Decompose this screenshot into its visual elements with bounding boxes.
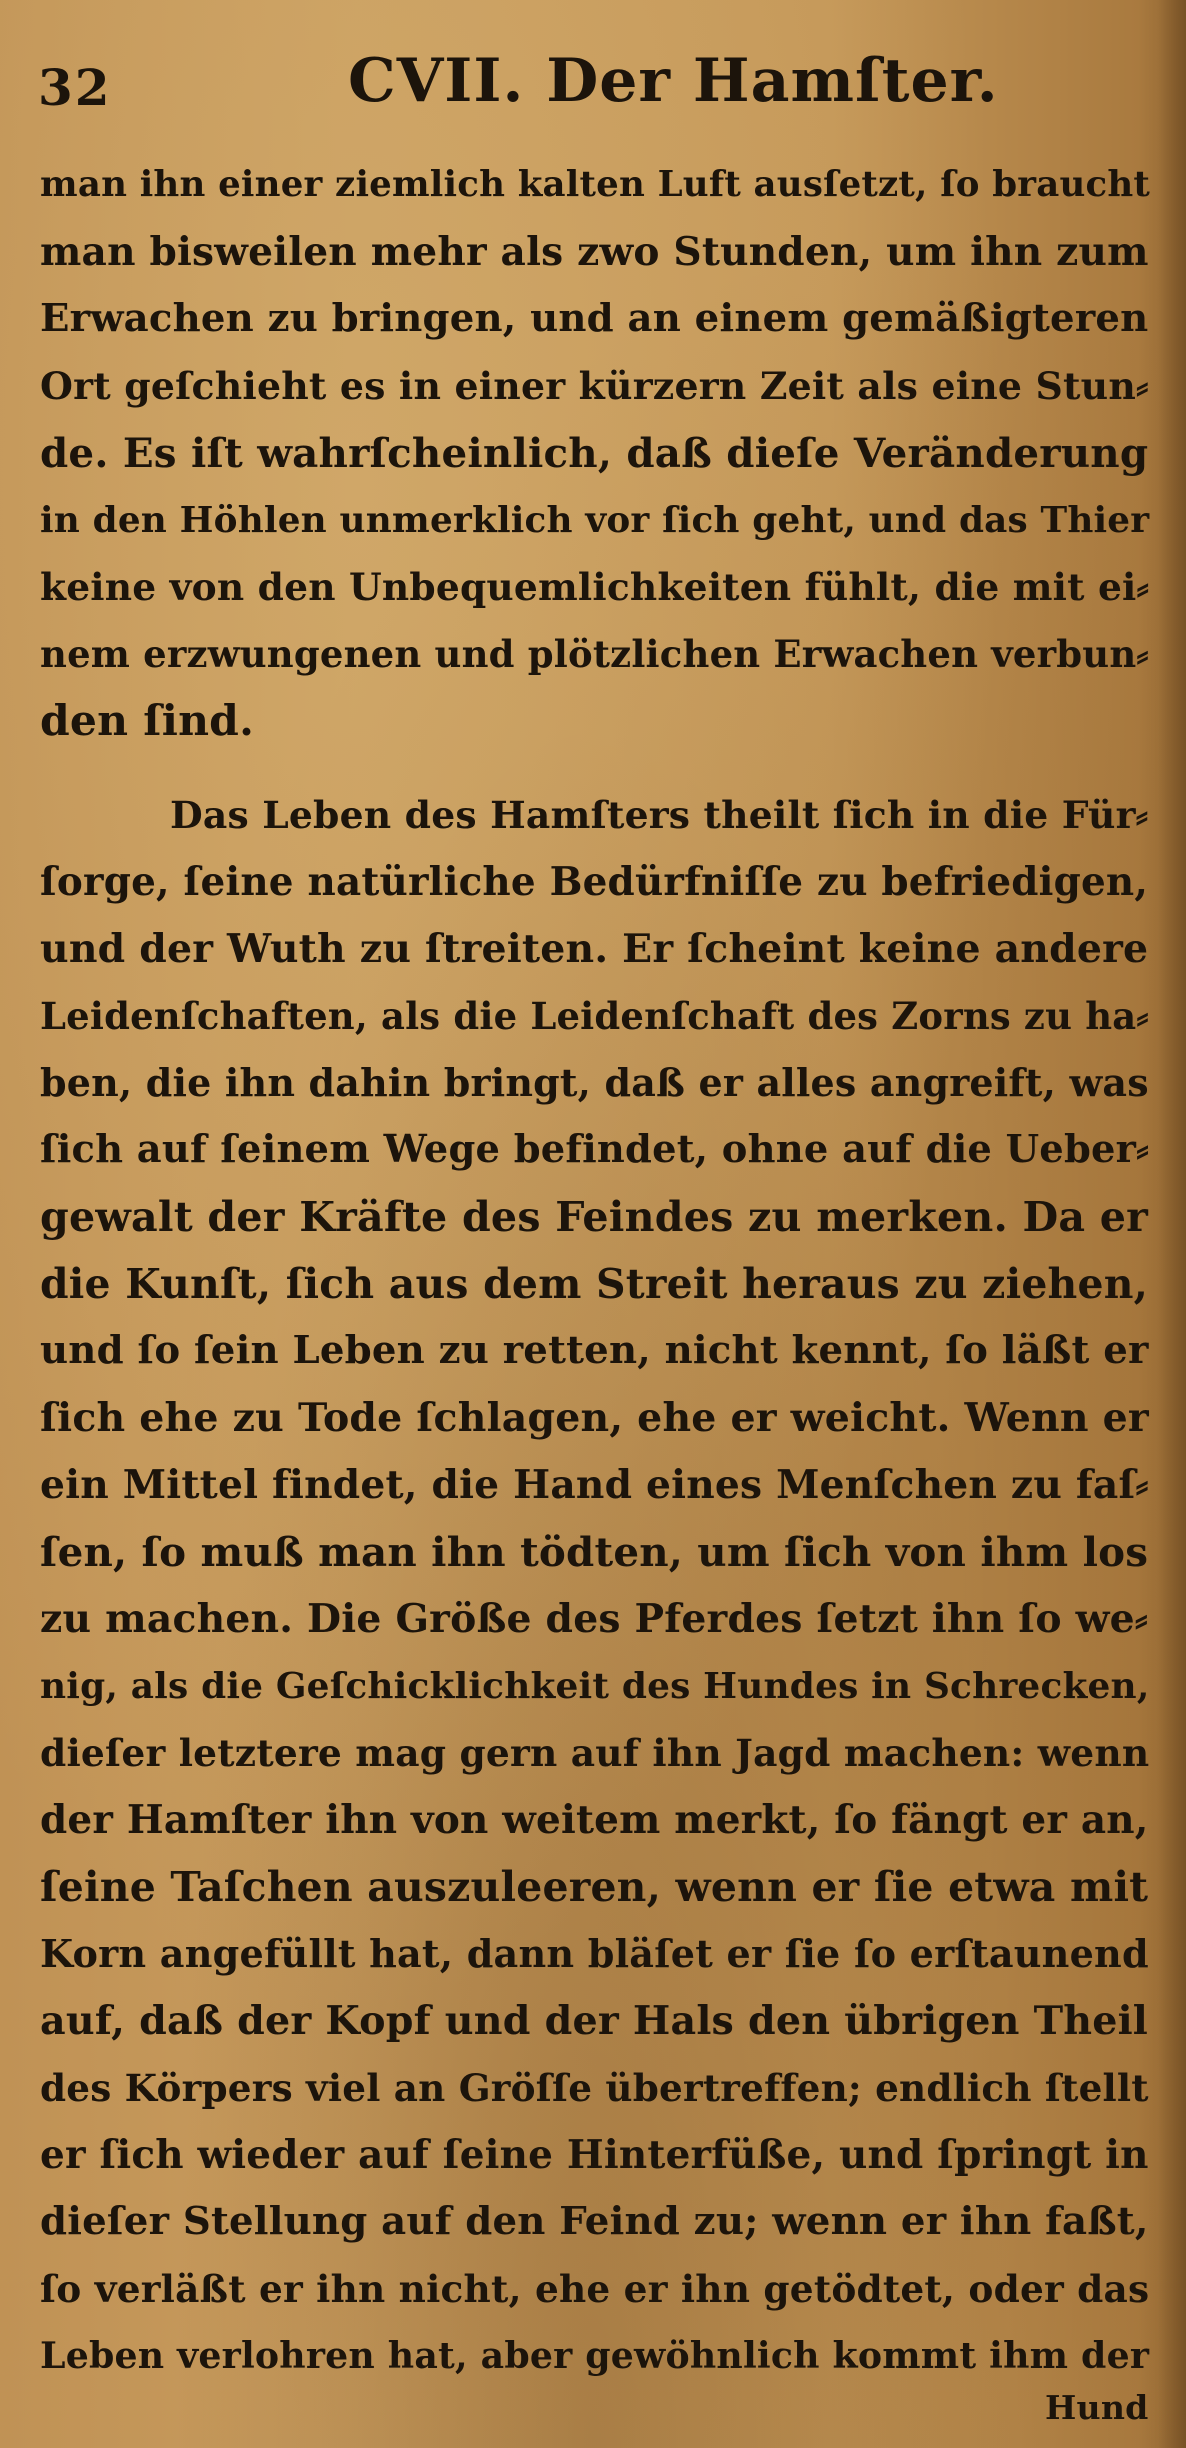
catchword: Hund xyxy=(1045,2388,1149,2427)
text-line: ein Mittel findet, die Hand eines Menſchen zu faſ⸗ xyxy=(40,1462,1149,1508)
text-line: und der Wuth zu ſtreiten. Er ſcheint keine andere xyxy=(40,926,1149,972)
text-line: ſorge, ſeine natürliche Bedürfniſſe zu befriedigen, xyxy=(40,859,1149,905)
text-line: ſeine Taſchen auszuleeren, wenn er ſie etwa mit xyxy=(40,1863,1149,1911)
text-line: die Kunſt, ſich aus dem Streit heraus zu ziehen, xyxy=(40,1260,1149,1308)
text-line: des Körpers viel an Gröſſe übertreffen; endlich ſtellt xyxy=(40,2066,1149,2110)
text-line: de. Es iſt wahrſcheinlich, daß dieſe Veränderung xyxy=(40,429,1149,477)
text-line: Leidenſchaften, als die Leidenſchaft des Zorns zu ha⸗ xyxy=(40,994,1149,1038)
paragraph-first-line: Das Leben des Hamſters theilt ſich in die Für⸗ xyxy=(170,793,1149,837)
text-line: der Hamſter ihn von weitem merkt, ſo fängt er an, xyxy=(40,1797,1149,1843)
text-line: man bisweilen mehr als zwo Stunden, um ihn zum xyxy=(40,229,1149,275)
text-line: zu machen. Die Größe des Pferdes ſetzt ihn ſo we⸗ xyxy=(40,1596,1149,1642)
text-line: Korn angefüllt hat, dann bläſet er ſie ſo erſtaunend xyxy=(40,1931,1149,1976)
text-line: ſich auf ſeinem Wege befindet, ohne auf die Ueber⸗ xyxy=(40,1127,1150,1172)
text-line: Ort geſchieht es in einer kürzern Zeit als eine Stun⸗ xyxy=(40,364,1149,408)
text-line: auf, daß der Kopf und der Hals den übrigen Theil xyxy=(40,1998,1149,2044)
text-line: Leben verlohren hat, aber gewöhnlich kommt ihm der xyxy=(40,2334,1150,2377)
text-line: ſo verläßt er ihn nicht, ehe er ihn getödtet, oder das xyxy=(40,2267,1150,2311)
text-line: ben, die ihn dahin bringt, daß er alles angreift, was xyxy=(40,1060,1149,1105)
text-line: nig, als die Geſchicklichkeit des Hundes in Schrecken, xyxy=(40,1665,1150,1707)
text-line: dieſer letztere mag gern auf ihn Jagd machen: wenn xyxy=(40,1731,1150,1775)
text-line: den ſind. xyxy=(40,696,255,746)
text-line: er ſich wieder auf ſeine Hinterfüße, und ſpringt in xyxy=(40,2132,1149,2178)
text-line: nem erzwungenen und plötzlichen Erwachen verbun⸗ xyxy=(40,632,1149,676)
page-number: 32 xyxy=(38,58,112,117)
text-line: dieſer Stellung auf den Feind zu; wenn er ihn faßt, xyxy=(40,2199,1149,2244)
text-line: ſen, ſo muß man ihn tödten, um ſich von ihm los xyxy=(40,1528,1149,1576)
text-line: und ſo ſein Leben zu retten, nicht kennt, ſo läßt er xyxy=(40,1328,1149,1373)
text-line: in den Höhlen unmerklich vor ſich geht, und das Thier xyxy=(40,499,1150,541)
page-edge-shadow xyxy=(1158,0,1186,2448)
text-line: gewalt der Kräfte des Feindes zu merken. Da er xyxy=(40,1192,1149,1241)
running-title: CVII. Der Hamſter. xyxy=(348,46,999,116)
text-line: ſich ehe zu Tode ſchlagen, ehe er weicht. Wenn er xyxy=(40,1395,1149,1441)
text-line: keine von den Unbequemlichkeiten fühlt, die mit ei⸗ xyxy=(40,565,1150,609)
text-line: Erwachen zu bringen, und an einem gemäßigteren xyxy=(40,296,1149,341)
page-header xyxy=(38,38,1138,118)
text-line: man ihn einer ziemlich kalten Luft ausſetzt, ſo braucht xyxy=(40,164,1151,205)
